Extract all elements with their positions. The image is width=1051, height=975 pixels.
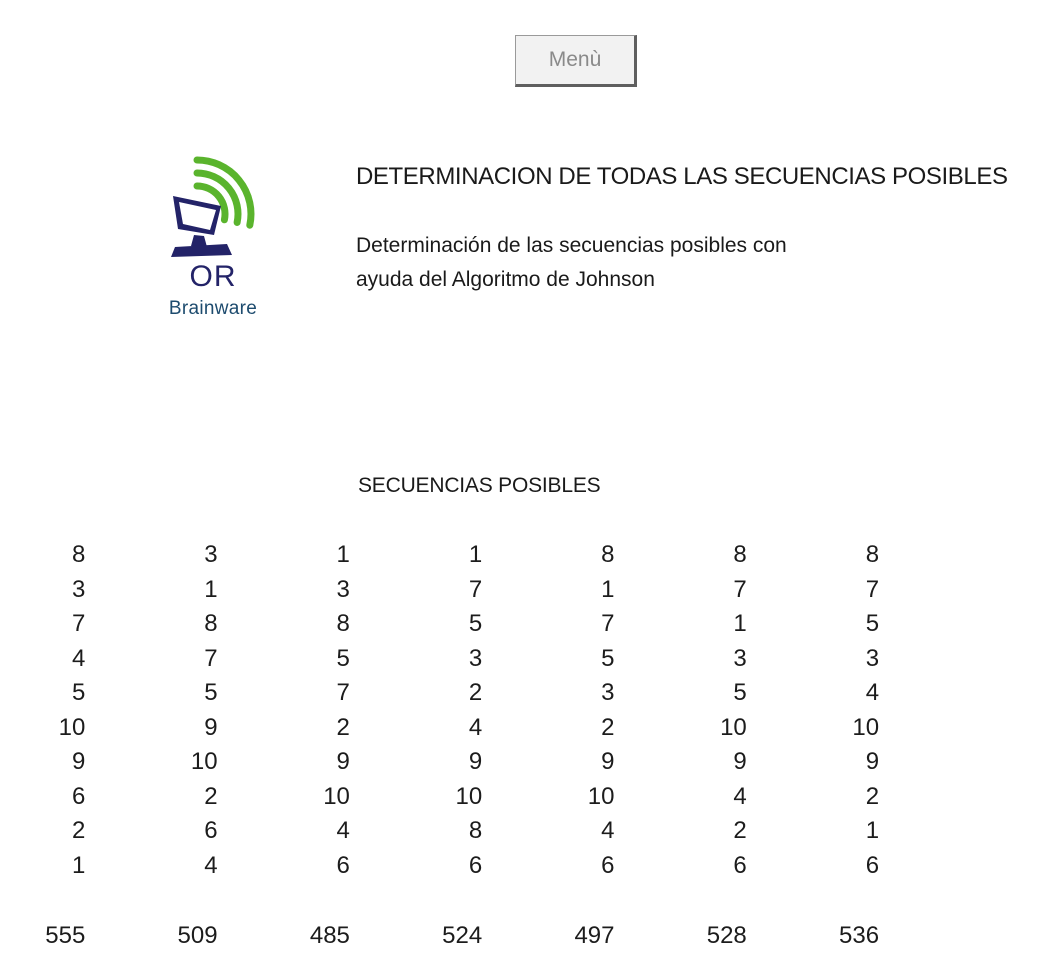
sequence-cell-r3-c2[interactable]: 8	[204, 610, 218, 637]
subtitle-line-2: ayuda del Algoritmo de Johnson	[356, 268, 655, 291]
total-cell-c3[interactable]: 485	[309, 922, 350, 949]
sequences-table	[0, 538, 926, 883]
sequence-cell-r5-c6[interactable]: 5	[733, 679, 747, 706]
sequence-cell-r10-c4[interactable]: 6	[468, 851, 483, 879]
sequence-cell-r3-c5[interactable]: 7	[601, 610, 615, 637]
sequence-cell-r5-c4[interactable]: 2	[468, 679, 483, 706]
sequence-cell-r5-c3[interactable]: 7	[336, 679, 350, 706]
menu-button[interactable]: Menù	[515, 35, 637, 87]
sequence-cell-r4-c3[interactable]: 5	[336, 644, 350, 672]
sequence-cell-r9-c3[interactable]: 4	[336, 817, 350, 844]
sequence-cell-r10-c2[interactable]: 4	[204, 851, 218, 879]
sequence-cell-r10-c6[interactable]: 6	[733, 851, 747, 879]
sequence-cell-r6-c4[interactable]: 4	[468, 713, 483, 741]
total-cell-c1[interactable]: 555	[45, 922, 86, 949]
sequence-cell-r9-c6[interactable]: 2	[733, 817, 747, 844]
sequence-cell-r9-c2[interactable]: 6	[204, 817, 218, 844]
sequence-cell-r2-c1[interactable]: 3	[71, 575, 86, 603]
monitor-wifi-icon	[165, 146, 261, 258]
sequence-cell-r1-c2[interactable]: 3	[204, 541, 218, 568]
sequence-cell-r6-c5[interactable]: 2	[601, 713, 615, 741]
sequence-cell-r9-c7[interactable]: 1	[865, 817, 880, 844]
sequence-cell-r1-c5[interactable]: 8	[601, 541, 615, 568]
sequence-cell-r7-c7[interactable]: 9	[865, 748, 880, 775]
sequence-cell-r8-c2[interactable]: 2	[204, 782, 218, 810]
sequence-cell-r6-c2[interactable]: 9	[204, 713, 218, 741]
sequence-cell-r8-c1[interactable]: 6	[71, 782, 86, 810]
sequence-cell-r10-c1[interactable]: 1	[71, 851, 86, 879]
sequence-cell-r6-c1[interactable]: 10	[58, 713, 86, 741]
sequence-cell-r1-c7[interactable]: 8	[865, 541, 880, 568]
sequence-cell-r5-c1[interactable]: 5	[71, 679, 86, 706]
sequence-cell-r1-c4[interactable]: 1	[468, 541, 483, 568]
sequence-cell-r8-c4[interactable]: 10	[455, 782, 483, 810]
sequence-cell-r10-c3[interactable]: 6	[336, 851, 350, 879]
sequence-cell-r4-c7[interactable]: 3	[865, 644, 880, 672]
sequence-cell-r3-c7[interactable]: 5	[865, 610, 880, 637]
sequence-cell-r2-c2[interactable]: 1	[204, 575, 218, 603]
sequence-cell-r8-c3[interactable]: 10	[323, 782, 350, 810]
sequence-cell-r10-c7[interactable]: 6	[865, 851, 880, 879]
sequence-cell-r7-c2[interactable]: 10	[190, 748, 218, 775]
sequence-cell-r6-c7[interactable]: 10	[852, 713, 880, 741]
sequence-cell-r7-c5[interactable]: 9	[601, 748, 615, 775]
sequence-cell-r4-c4[interactable]: 3	[468, 644, 483, 672]
sequence-cell-r7-c4[interactable]: 9	[468, 748, 483, 775]
logo-brand-text: Brainware	[168, 298, 258, 319]
sequence-cell-r2-c6[interactable]: 7	[733, 575, 747, 603]
sequence-cell-r5-c2[interactable]: 5	[204, 679, 218, 706]
sequence-cell-r9-c1[interactable]: 2	[71, 817, 86, 844]
sequence-cell-r3-c6[interactable]: 1	[733, 610, 747, 637]
sequence-cell-r8-c7[interactable]: 2	[865, 782, 880, 810]
sequence-cell-r2-c7[interactable]: 7	[865, 575, 880, 603]
sequence-cell-r3-c1[interactable]: 7	[71, 610, 86, 637]
sequence-cell-r10-c5[interactable]: 6	[601, 851, 615, 879]
sequence-cell-r4-c6[interactable]: 3	[733, 644, 747, 672]
sequence-cell-r7-c6[interactable]: 9	[733, 748, 747, 775]
total-cell-c6[interactable]: 528	[706, 922, 747, 949]
sequence-cell-r1-c3[interactable]: 1	[336, 541, 350, 568]
sequence-cell-r5-c5[interactable]: 3	[601, 679, 615, 706]
sequence-cell-r6-c6[interactable]: 10	[720, 713, 747, 741]
total-cell-c4[interactable]: 524	[442, 922, 483, 949]
sequence-cell-r4-c2[interactable]: 7	[204, 644, 218, 672]
sequence-cell-r2-c3[interactable]: 3	[336, 575, 350, 603]
sequence-cell-r8-c5[interactable]: 10	[587, 782, 615, 810]
subtitle-line-1: Determinación de las secuencias posibles con	[356, 234, 787, 257]
page-subtitle	[356, 229, 787, 297]
sequence-cell-r4-c1[interactable]: 4	[71, 644, 86, 672]
sequence-cell-r6-c3[interactable]: 2	[336, 713, 350, 741]
sequence-cell-r9-c4[interactable]: 8	[468, 817, 483, 844]
sequence-cell-r1-c1[interactable]: 8	[71, 541, 86, 568]
sequence-cell-r7-c1[interactable]: 9	[71, 748, 86, 775]
sequence-cell-r1-c6[interactable]: 8	[733, 541, 747, 568]
sequence-cell-r8-c6[interactable]: 4	[733, 782, 747, 810]
sequences-totals-row	[0, 919, 926, 954]
sequence-cell-r3-c4[interactable]: 5	[468, 610, 483, 637]
logo-or-text: OR	[189, 260, 237, 293]
total-cell-c5[interactable]: 497	[574, 922, 615, 949]
total-cell-c7[interactable]: 536	[839, 922, 880, 949]
sequence-cell-r5-c7[interactable]: 4	[865, 679, 880, 706]
page-title: DETERMINACION DE TODAS LAS SECUENCIAS POSIBLES	[356, 163, 1008, 190]
or-brainware-logo	[148, 146, 278, 320]
sequence-cell-r2-c4[interactable]: 7	[468, 575, 483, 603]
sequence-cell-r7-c3[interactable]: 9	[336, 748, 350, 775]
sequence-cell-r3-c3[interactable]: 8	[336, 610, 350, 637]
sequence-cell-r4-c5[interactable]: 5	[601, 644, 615, 672]
sequence-cell-r2-c5[interactable]: 1	[601, 575, 615, 603]
sequences-table-heading: SECUENCIAS POSIBLES	[358, 474, 601, 497]
sequence-cell-r9-c5[interactable]: 4	[601, 817, 615, 844]
total-cell-c2[interactable]: 509	[177, 922, 218, 949]
